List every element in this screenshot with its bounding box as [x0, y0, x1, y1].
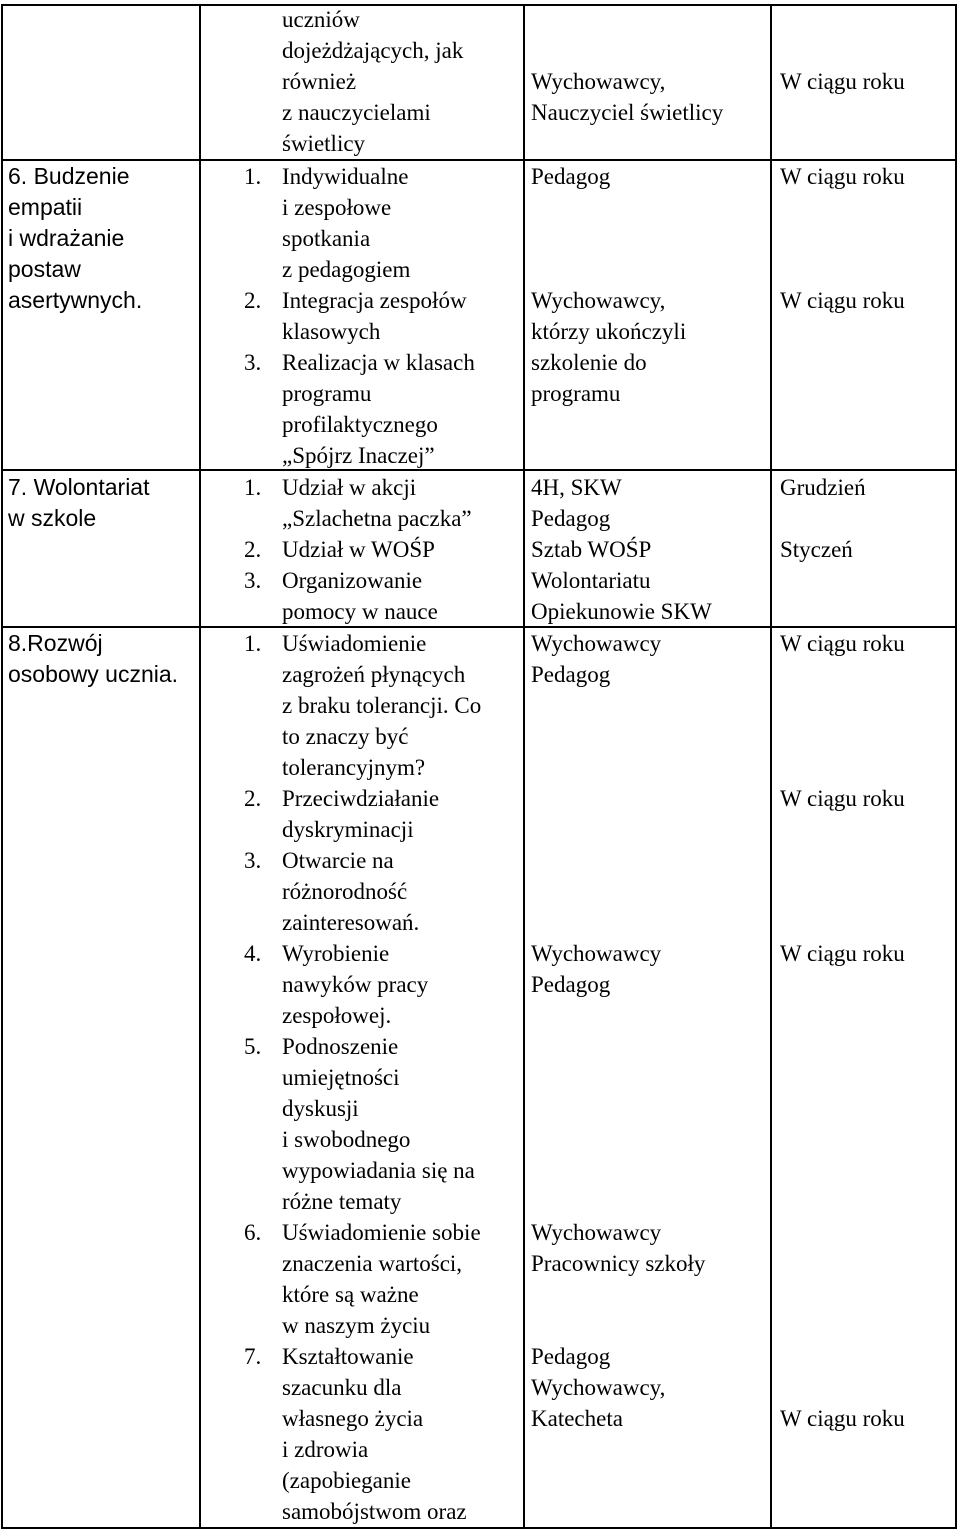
responsible-8a: Wychowawcy Pedagog — [531, 631, 662, 687]
table-border-top — [1, 4, 957, 6]
timing-7a: Grudzień — [780, 475, 866, 500]
tasks-continuation: uczniów dojeżdżających, jak również z nauczycielami świetlicy — [282, 7, 464, 156]
responsible-6a: Pedagog — [531, 164, 611, 189]
responsible-6b: Wychowawcy, którzy ukończyli szkolenie do programu — [531, 288, 687, 406]
responsible-8c: Wychowawcy Pracownicy szkoły — [531, 1220, 706, 1276]
table-border-left — [1, 4, 3, 1529]
timing-7b: Styczeń — [780, 537, 853, 562]
timing-8b: W ciągu roku — [780, 786, 905, 811]
plan-table: 6. Budzenie empatii i wdrażanie postaw asertywnych. 7. Wolontariat w szkole 8.Rozwój osobowy ucznia. uczniów dojeżdżających, jak również z nauczycielami świetlicy 1. Indywidualne i zespołowe spotkania z pedagogiem 2. Integracja zespołów klasowych 3. Realizacja w klasach programu profilaktycznego „Spójrz Inaczej” 1. Udział w akcji „Szlachetna paczka” 2. Udział w WOŚP 3. Organizowanie pomocy w nauce 1. Uświadomienie zagrożeń płynących z braku tolerancji. Co to znaczy być tolerancyjnym? 2. Przeciwdziałanie dyskryminacji 3. Otwarcie na różnorodność zainteresowań. 4. Wyrobienie nawyków pracy zespołowej. 5. Podnoszenie umiejętności dyskusji i swobodnego wypowiadania się na różne tematy 6. Uświadomienie sobie znaczenia wartości, które są ważne w naszym życiu 7. Kształtowanie szacunku dla własnego życia i zdrowia (zapobieganie samobójstwom oraz Wychowawcy, Nauczyciel świetlicy Pedagog Wychowawcy, którzy ukończyli szkolenie do programu 4H, SKW Pedagog Sztab WOŚP Wolontariatu Opiekunowie SKW Wychowawcy Pedagog Wychowawcy Pedagog Wychowawcy Pracownicy szkoły Pedagog Wychowawcy, Katecheta W ciągu roku W ciągu roku W ciągu roku Grudzień Styczeń W ciągu roku W ciągu roku W ciągu roku W ciągu roku — [0, 0, 960, 1530]
responsible-8b: Wychowawcy Pedagog — [531, 941, 662, 997]
column-divider-1 — [199, 4, 201, 1529]
goal-6: 6. Budzenie empatii i wdrażanie postaw asertywnych. — [8, 163, 143, 313]
responsible-7: 4H, SKW Pedagog Sztab WOŚP Wolontariatu Opiekunowie SKW — [531, 475, 712, 624]
timing-8c: W ciągu roku — [780, 941, 905, 966]
timing-8a: W ciągu roku — [780, 631, 905, 656]
goal-8: 8.Rozwój osobowy ucznia. — [8, 630, 179, 687]
column-divider-3 — [770, 4, 772, 1529]
timing-top: W ciągu roku — [780, 69, 905, 94]
table-border-right — [955, 4, 957, 1529]
timing-8d: W ciągu roku — [780, 1406, 905, 1431]
table-border-bottom — [1, 1527, 957, 1529]
row-divider-7 — [1, 469, 957, 471]
column-divider-2 — [523, 4, 525, 1529]
timing-6a: W ciągu roku — [780, 164, 905, 189]
responsible-top: Wychowawcy, Nauczyciel świetlicy — [531, 69, 724, 125]
responsible-8d: Pedagog Wychowawcy, Katecheta — [531, 1344, 666, 1431]
timing-6b: W ciągu roku — [780, 288, 905, 313]
goal-7: 7. Wolontariat w szkole — [8, 474, 150, 531]
